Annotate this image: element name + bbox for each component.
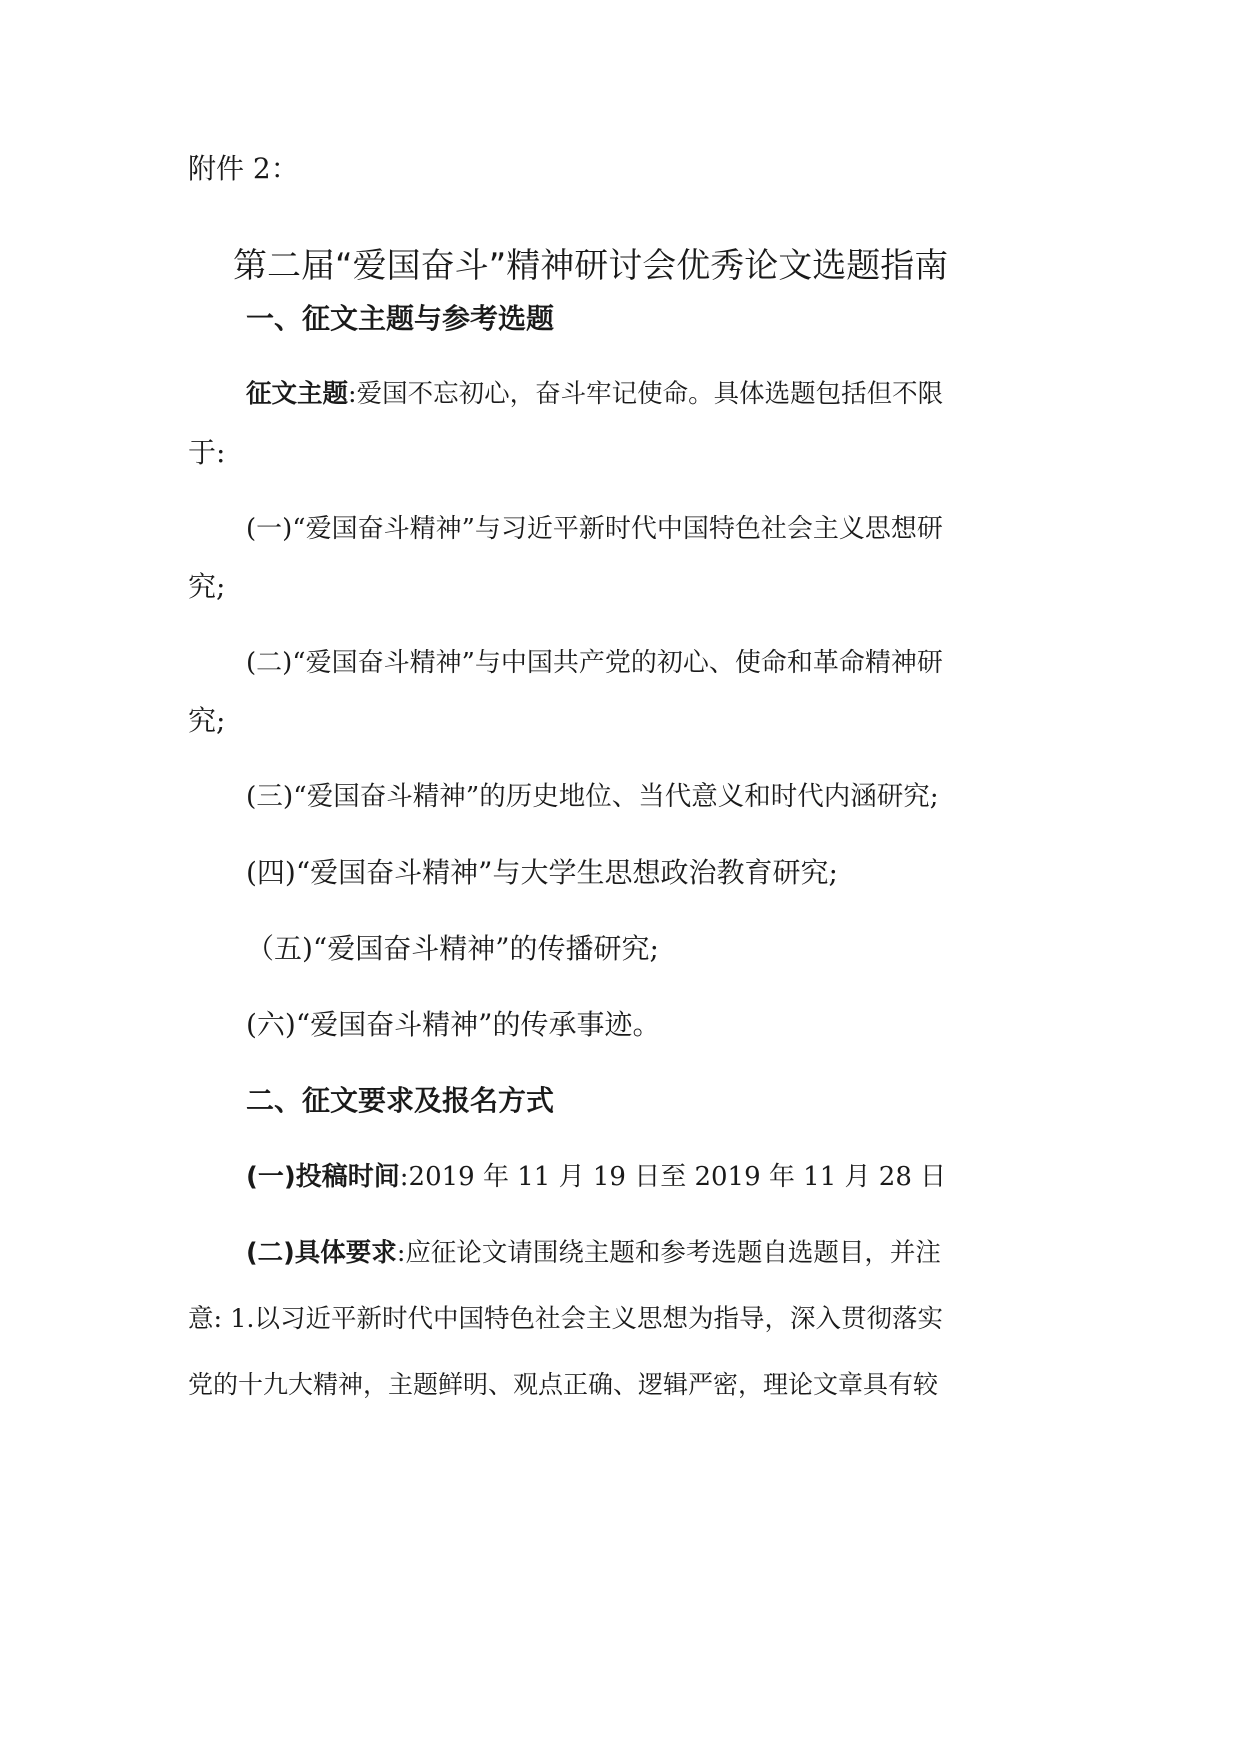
topic-1-line1: (一)“爱国奋斗精神”与习近平新时代中国特色社会主义思想研 xyxy=(246,514,943,544)
page-title: 第二届“爱国奋斗”精神研讨会优秀论文选题指南 xyxy=(233,246,949,286)
theme-paragraph-line1 xyxy=(246,377,943,411)
section2-heading: 二、征文要求及报名方式 xyxy=(246,1084,555,1117)
topic-1-line2: 究; xyxy=(188,570,226,603)
section1-heading: 一、征文主题与参考选题 xyxy=(246,302,555,335)
theme-text-line2: 于: xyxy=(188,436,226,469)
topic-2-line2: 究; xyxy=(188,704,226,737)
theme-label: 征文主题 xyxy=(246,379,349,409)
topic-5: （五)“爱国奋斗精神”的传播研究; xyxy=(246,932,659,965)
topic-2-line1: (二)“爱国奋斗精神”与中国共产党的初心、使命和革命精神研 xyxy=(246,648,943,678)
requirements-text-line1: :应征论文请围绕主题和参考选题自选题目，并注 xyxy=(396,1238,941,1268)
submission-time-label: (一)投稿时间 xyxy=(246,1162,400,1192)
requirements-line1 xyxy=(246,1236,941,1270)
theme-text-line1: :爱国不忘初心，奋斗牢记使命。具体选题包括但不限 xyxy=(348,379,944,409)
topic-6: (六)“爱国奋斗精神”的传承事迹。 xyxy=(246,1008,661,1041)
requirements-line3: 党的十九大精神，主题鲜明、观点正确、逻辑严密，理论文章具有较 xyxy=(188,1370,939,1399)
requirements-label: (二)具体要求 xyxy=(246,1238,397,1268)
submission-time-text: :2019 年 11 月 19 日至 2019 年 11 月 28 日 xyxy=(399,1162,947,1192)
topic-4: (四)“爱国奋斗精神”与大学生思想政治教育研究; xyxy=(246,856,838,889)
topic-3: (三)“爱国奋斗精神”的历史地位、当代意义和时代内涵研究; xyxy=(246,781,939,812)
submission-time-line xyxy=(246,1160,946,1194)
attachment-label: 附件 2： xyxy=(188,152,299,185)
requirements-line2: 意: 1.以习近平新时代中国特色社会主义思想为指导，深入贯彻落实 xyxy=(188,1304,944,1334)
